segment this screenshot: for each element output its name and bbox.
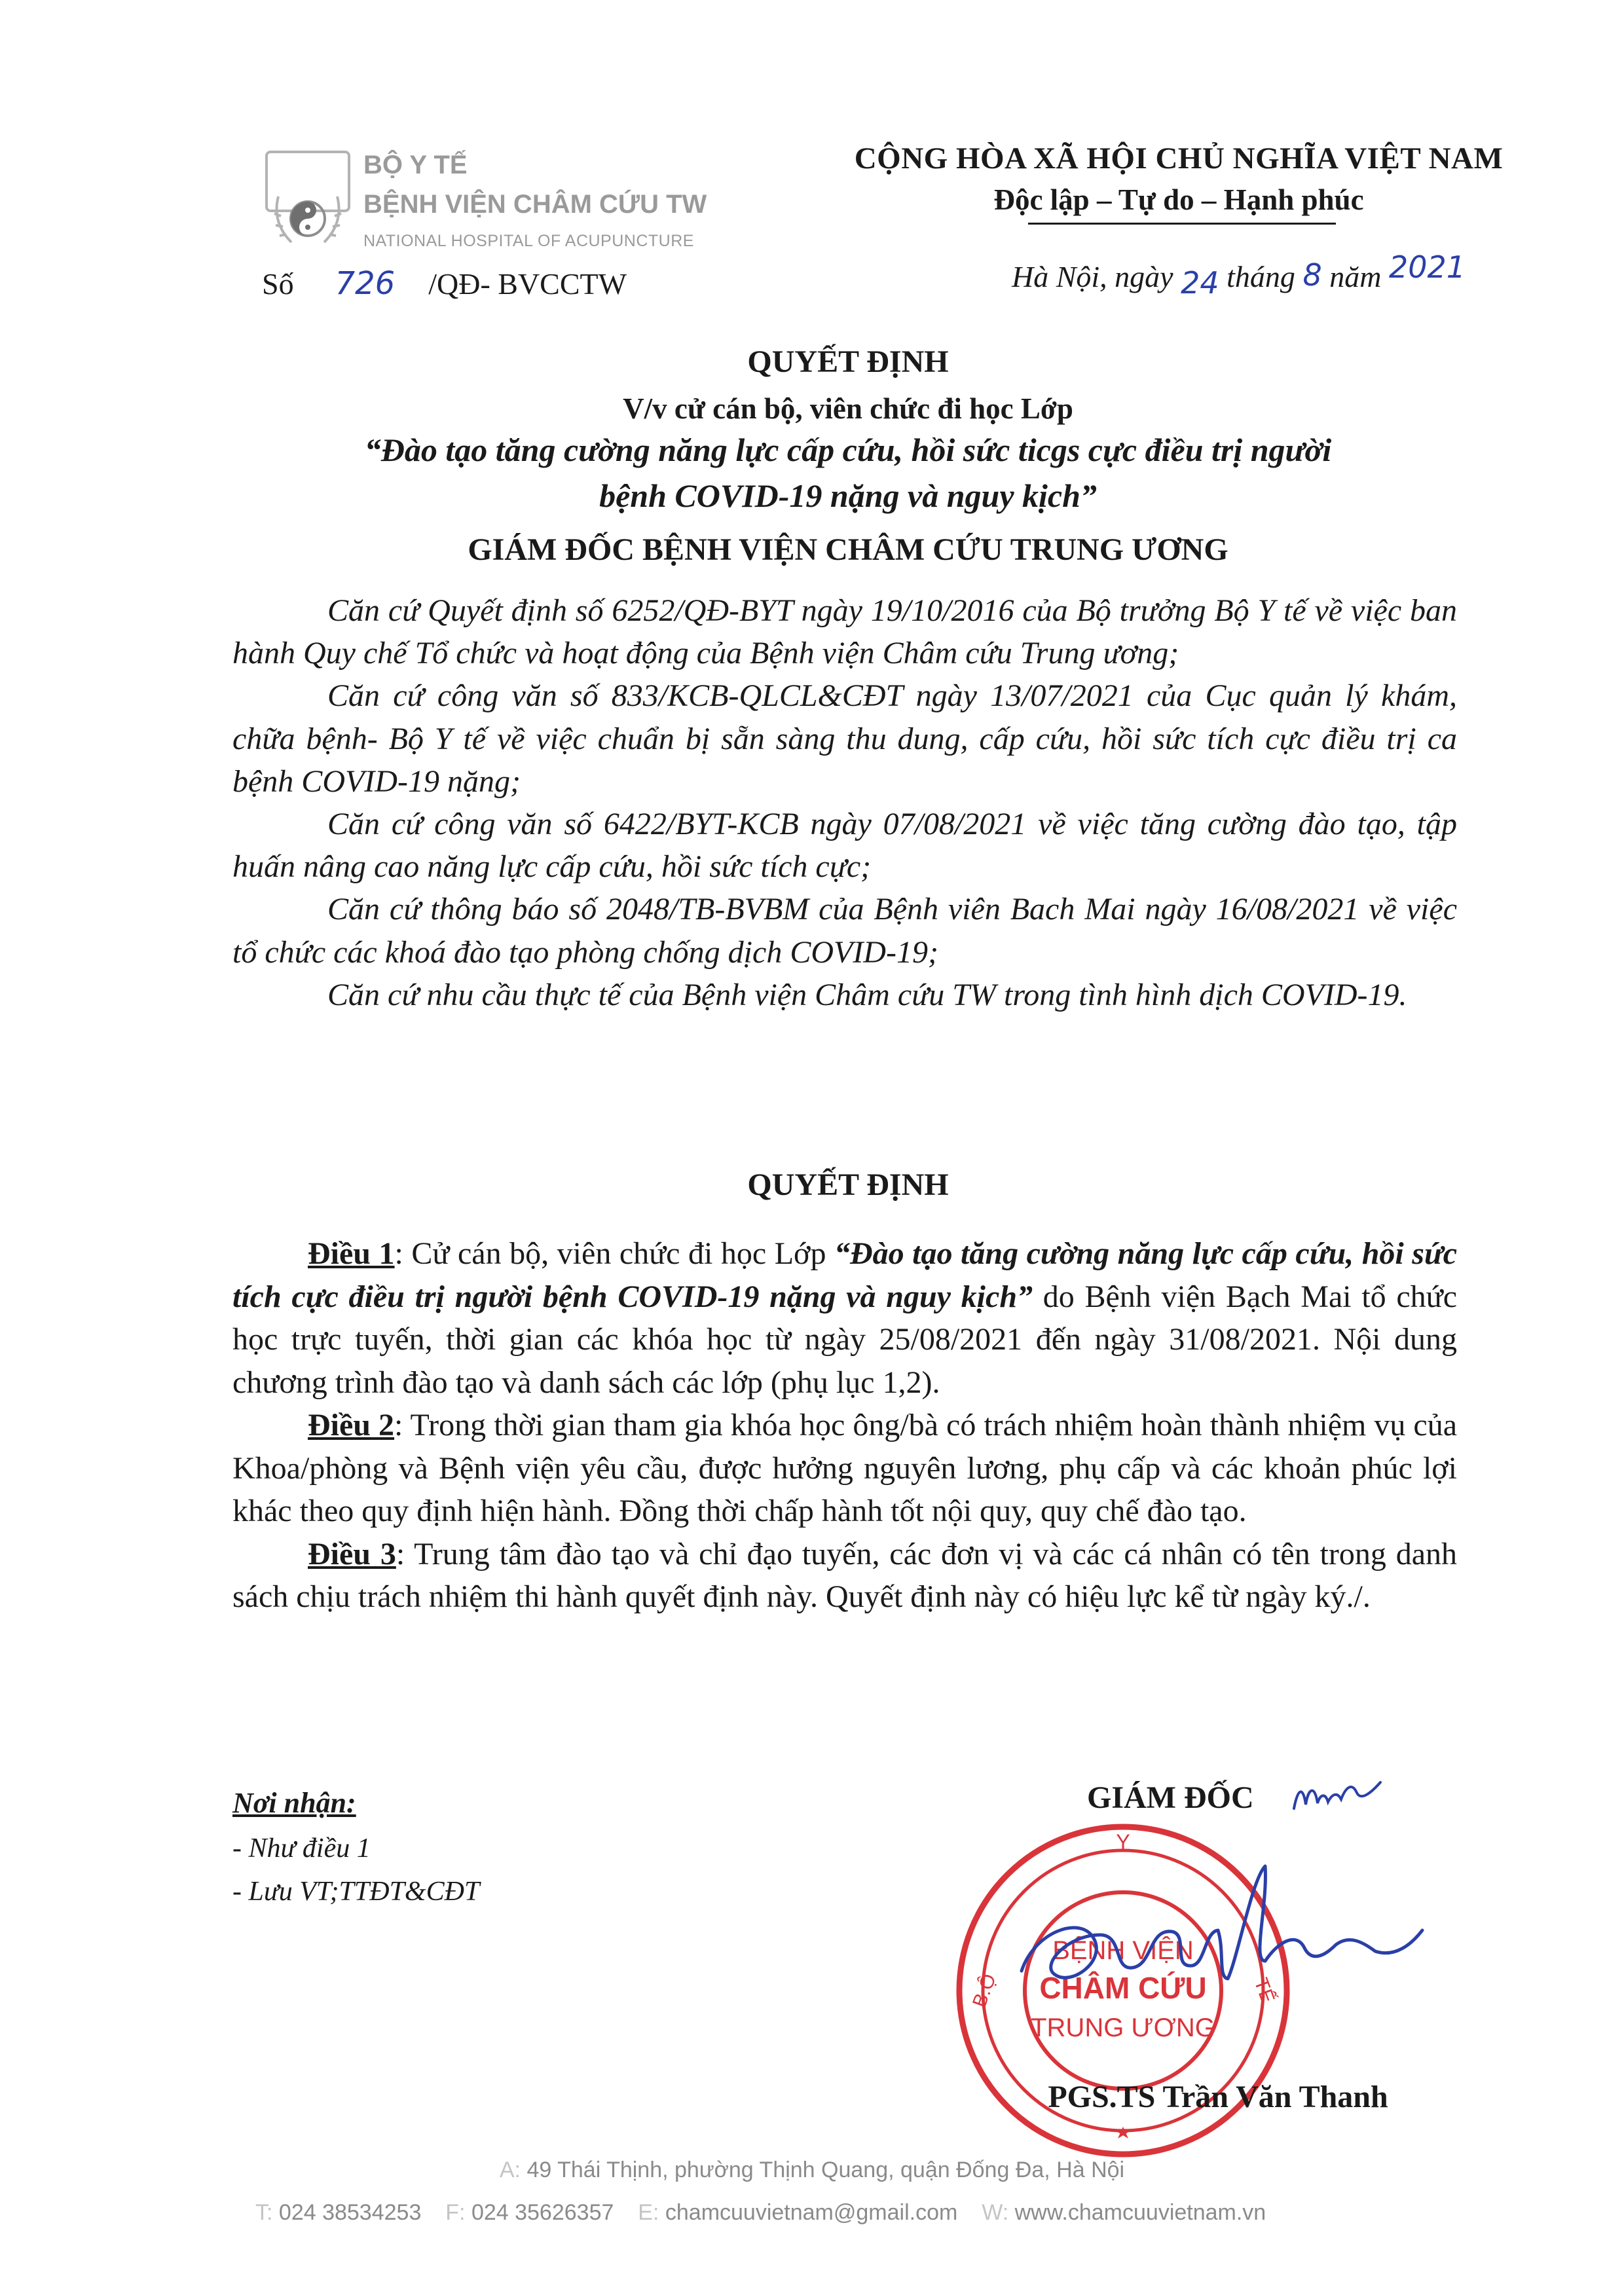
decision-articles: [232, 1232, 1457, 1619]
month-label: tháng: [1227, 260, 1295, 293]
article-1-text: : Cử cán bộ, viên chức đi học Lớp: [394, 1236, 834, 1271]
signer-name: PGS.TS Trần Văn Thanh: [1048, 2080, 1388, 2114]
tel-text: 024 38534253: [278, 2200, 422, 2225]
recipients-title: Nơi nhận:: [232, 1787, 356, 1819]
footer-address: [0, 2157, 1624, 2183]
document-subject: V/v cử cán bộ, viên chức đi học Lớp: [623, 392, 1073, 425]
article-2-label: Điều 2: [308, 1408, 395, 1442]
article-3-label: Điều 3: [308, 1536, 396, 1571]
seal-right-text: TẾ: [1249, 1975, 1279, 2006]
legal-basis-item: Căn cứ thông báo số 2048/TB-BVBM của Bệnh viên Bach Mai ngày 16/08/2021 về việc tổ chức các khoá đào tạo phòng chống dịch COVID-19;: [232, 892, 1457, 970]
legal-basis-item: Căn cứ công văn số 6422/BYT-KCB ngày 07/08/2021 về việc tăng cường đào tạo, tập huấn nâng cao năng lực cấp cứu, hồi sức tích cực;: [232, 807, 1457, 885]
seal-top-text: Y: [1116, 1830, 1130, 1854]
doc-number-handwritten: 726: [335, 265, 396, 302]
web-label: W:: [982, 2200, 1009, 2225]
place-date: [1012, 249, 1466, 301]
tel-label: T:: [255, 2200, 273, 2225]
decision-heading: QUYẾT ĐỊNH: [747, 1167, 949, 1202]
motto-underline: [1028, 223, 1336, 225]
seal-star-icon: [1116, 2127, 1130, 2139]
recipient-item: - Như điều 1: [232, 1833, 371, 1864]
nation-name: CỘNG HÒA XÃ HỘI CHỦ NGHĨA VIỆT NAM: [854, 141, 1504, 175]
hospital-logo-block: [265, 151, 724, 262]
seal-left-text: B.Ộ: [969, 1971, 1001, 2011]
seal-line-3: TRUNG ƯƠNG: [1031, 2013, 1215, 2042]
fax-text: 024 35626357: [471, 2200, 614, 2225]
document-number: [262, 265, 627, 302]
doc-number-suffix: /QĐ- BVCCTW: [428, 267, 627, 301]
article-1-course-name: “Đào tạo tăng cường năng lực cấp cứu, hồi sức tích cực điều trị người bệnh COVID-19 nặng và nguy kịch”: [232, 1236, 1458, 1314]
seal-line-2: CHÂM CỨU: [1039, 1971, 1207, 2005]
nation-motto: Độc lập – Tự do – Hạnh phúc: [993, 183, 1364, 216]
legal-basis-item: Căn cứ Quyết định số 6252/QĐ-BYT ngày 19/10/2016 của Bộ trưởng Bộ Y tế về việc ban hành Quy chế Tổ chức và hoạt động của Bệnh viện Châm cứu Trung ương;: [232, 593, 1457, 671]
fax-label: F:: [445, 2200, 466, 2225]
article-2: [232, 1404, 1457, 1533]
legal-basis: [232, 589, 1457, 1016]
course-name-line-2: bệnh COVID-19 nặng và nguy kịch”: [599, 477, 1097, 514]
article-2-text: : Trong thời gian tham gia khóa học ông/bà có trách nhiệm hoàn thành nhiệm vụ của Khoa/phòng và Bệnh viện yêu cầu, được hưởng nguyên lương, phụ cấp và các khoản phúc lợi khác theo quy định hiện hành. Đồng thời chấp hành tốt nội quy, quy chế đào tạo.: [232, 1408, 1458, 1528]
org-name-hospital: BỆNH VIỆN CHÂM CỨU TW: [363, 190, 707, 219]
org-name-english: NATIONAL HOSPITAL OF ACUPUNCTURE: [363, 232, 694, 250]
article-3: [232, 1533, 1457, 1619]
address-text: 49 Thái Thịnh, phường Thịnh Quang, quận Đống Đa, Hà Nội: [526, 2157, 1125, 2182]
hospital-emblem-icon: [265, 151, 350, 255]
org-name-ministry: BỘ Y TẾ: [363, 151, 468, 179]
date-month-handwritten: 8: [1302, 257, 1322, 293]
legal-basis-item: Căn cứ công văn số 833/KCB-QLCL&CĐT ngày 13/07/2021 của Cục quản lý khám, chữa bệnh- Bộ Y tế về việc chuẩn bị sẵn sàng thu dung, cấp cứu, hồi sức tích cực điều trị ca bệnh COVID-19 nặng;: [232, 678, 1457, 799]
email-label: E:: [638, 2200, 659, 2225]
article-1-label: Điều 1: [308, 1236, 395, 1271]
year-label: năm: [1329, 260, 1382, 293]
article-1-text-cont: do Bệnh viện Bạch Mai tổ chức học trực tuyến, thời gian các khóa học từ ngày 25/08/2021 đến ngày 31/08/2021. Nội dung chương trình đào tạo và danh sách các lớp (phụ lục 1,2).: [232, 1279, 1458, 1400]
issuing-authority: GIÁM ĐỐC BỆNH VIỆN CHÂM CỨU TRUNG ƯƠNG: [468, 532, 1228, 567]
web-text: www.chamcuuvietnam.vn: [1014, 2200, 1266, 2225]
legal-basis-item: Căn cứ nhu cầu thực tế của Bệnh viện Châm cứu TW trong tình hình dịch COVID-19.: [327, 977, 1407, 1012]
address-label: A:: [499, 2157, 521, 2182]
document-title: QUYẾT ĐỊNH: [747, 344, 949, 379]
footer-contact: [255, 2200, 1266, 2226]
recipient-item: - Lưu VT;TTĐT&CĐT: [232, 1877, 480, 1907]
handwritten-signature: [1008, 1853, 1428, 2010]
national-motto: [805, 141, 1552, 217]
approval-initials: [1289, 1774, 1387, 1820]
email-text: chamcuuvietnam@gmail.com: [665, 2200, 958, 2225]
course-name-line-1: “Đào tạo tăng cường năng lực cấp cứu, hồi sức ticgs cực điều trị người: [364, 431, 1332, 468]
article-3-text: : Trung tâm đào tạo và chỉ đạo tuyến, các đơn vị và các cá nhân có tên trong danh sách chịu trách nhiệm thi hành quyết định này. Quyết định này có hiệu lực kể từ ngày ký./.: [232, 1536, 1458, 1614]
date-day-handwritten: 24: [1181, 265, 1219, 301]
doc-number-prefix: Số: [262, 267, 294, 301]
recipients-list: [232, 1827, 479, 1913]
place-label: Hà Nội, ngày: [1012, 260, 1173, 293]
date-year-handwritten: 2021: [1388, 249, 1466, 285]
article-1: [232, 1232, 1457, 1404]
seal-line-1: BỆNH VIỆN: [1052, 1936, 1194, 1965]
signer-title: GIÁM ĐỐC: [1087, 1780, 1254, 1815]
